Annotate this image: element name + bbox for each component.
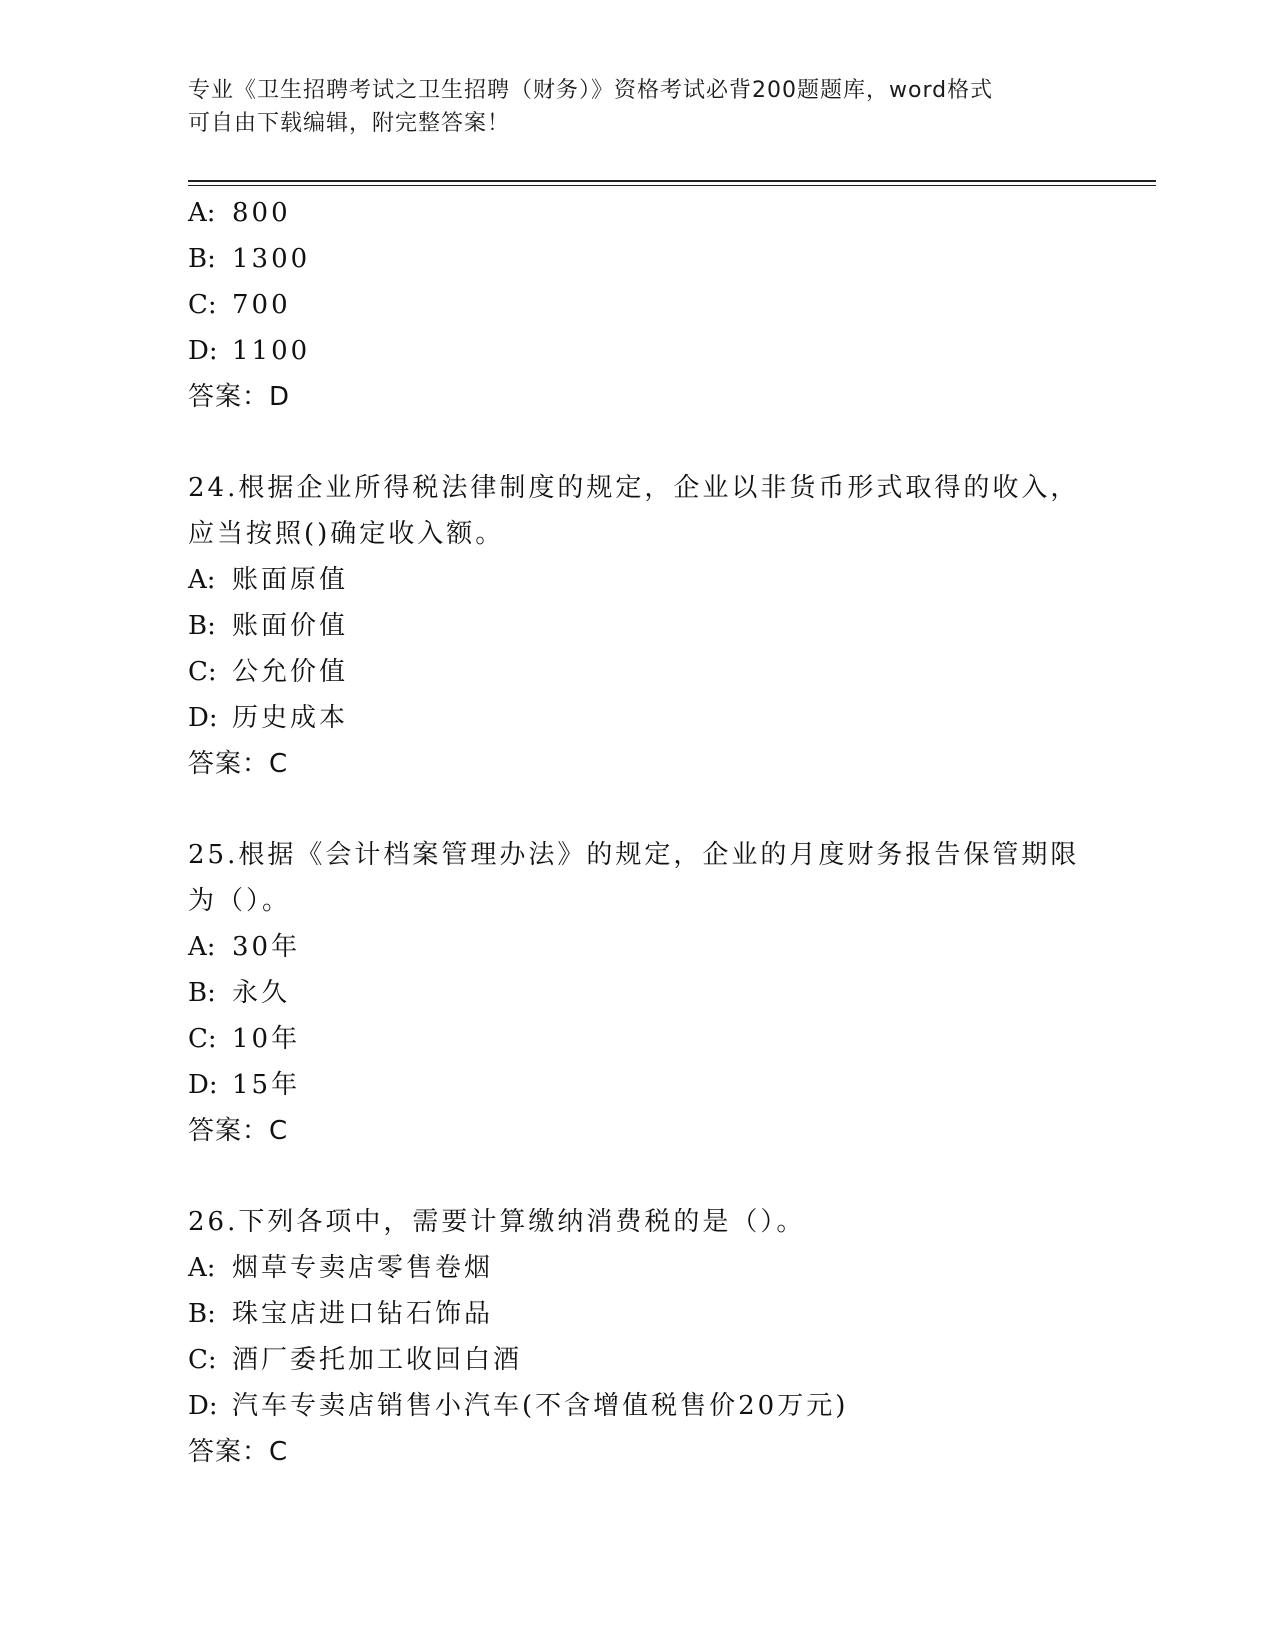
option-letter: C:: [188, 290, 217, 320]
option-text: 酒厂委托加工收回白酒: [232, 1345, 523, 1375]
option-letter: B:: [188, 1299, 216, 1329]
option-letter: B:: [188, 611, 216, 641]
option-text: 账面原值: [232, 565, 349, 595]
option-b: [188, 1291, 1088, 1337]
question-stem: 25.根据《会计档案管理办法》的规定，企业的月度财务报告保管期限: [188, 840, 1080, 870]
option-text: 烟草专卖店零售卷烟: [232, 1253, 494, 1283]
option-text: 15年: [232, 1070, 301, 1100]
answer-line: 答案：C: [188, 1116, 289, 1146]
option-letter: A:: [188, 198, 216, 228]
header-divider-thick: [188, 180, 1156, 182]
question-stem: 24.根据企业所得税法律制度的规定，企业以非货币形式取得的收入，: [188, 473, 1080, 503]
header-title-line-2: 可自由下载编辑，附完整答案！: [188, 111, 511, 136]
question-25: [188, 832, 1088, 1154]
option-text: 永久: [232, 978, 291, 1008]
option-d: [188, 1383, 1088, 1429]
option-text: 账面价值: [232, 611, 349, 641]
document-header: [188, 74, 1088, 140]
option-letter: D:: [188, 1070, 218, 1100]
option-text: 1100: [232, 336, 311, 366]
question-23: [188, 190, 1088, 420]
option-text: 700: [232, 290, 291, 320]
option-text: 30年: [232, 932, 301, 962]
option-text: 10年: [232, 1024, 301, 1054]
option-text: 1300: [232, 244, 311, 274]
option-a: [188, 557, 1088, 603]
option-c: [188, 649, 1088, 695]
option-c: [188, 1016, 1088, 1062]
answer-line: 答案：D: [188, 382, 291, 412]
option-letter: D:: [188, 703, 218, 733]
option-text: 公允价值: [232, 657, 349, 687]
option-text: 历史成本: [232, 703, 349, 733]
question-stem-continued: 为（）。: [188, 886, 292, 916]
header-title-line-1: 专业《卫生招聘考试之卫生招聘（财务）》资格考试必背200题题库，word格式: [188, 78, 994, 103]
question-spacer: [188, 1154, 1088, 1199]
option-a: [188, 190, 1088, 236]
option-text: 800: [232, 198, 291, 228]
question-stem: 26.下列各项中，需要计算缴纳消费税的是（）。: [188, 1207, 806, 1237]
question-spacer: [188, 420, 1088, 465]
option-b: [188, 603, 1088, 649]
option-letter: C:: [188, 1024, 217, 1054]
answer-line: 答案：C: [188, 749, 289, 779]
option-letter: D:: [188, 336, 218, 366]
option-letter: C:: [188, 657, 217, 687]
option-letter: A:: [188, 932, 216, 962]
option-c: [188, 1337, 1088, 1383]
option-c: [188, 282, 1088, 328]
option-d: [188, 1062, 1088, 1108]
question-spacer: [188, 787, 1088, 832]
answer-line: 答案：C: [188, 1437, 289, 1467]
question-26: [188, 1199, 1088, 1475]
option-letter: A:: [188, 565, 216, 595]
option-a: [188, 924, 1088, 970]
option-letter: D:: [188, 1391, 218, 1421]
option-text: 珠宝店进口钻石饰品: [232, 1299, 494, 1329]
option-d: [188, 328, 1088, 374]
option-letter: B:: [188, 244, 216, 274]
option-a: [188, 1245, 1088, 1291]
option-letter: B:: [188, 978, 216, 1008]
option-b: [188, 236, 1088, 282]
question-24: [188, 465, 1088, 787]
option-letter: A:: [188, 1253, 216, 1283]
question-list: [188, 190, 1088, 1475]
option-b: [188, 970, 1088, 1016]
option-letter: C:: [188, 1345, 217, 1375]
option-d: [188, 695, 1088, 741]
option-text: 汽车专卖店销售小汽车(不含增值税售价20万元): [232, 1391, 849, 1421]
header-divider-thin: [188, 185, 1156, 186]
question-stem-continued: 应当按照()确定收入额。: [188, 519, 505, 549]
